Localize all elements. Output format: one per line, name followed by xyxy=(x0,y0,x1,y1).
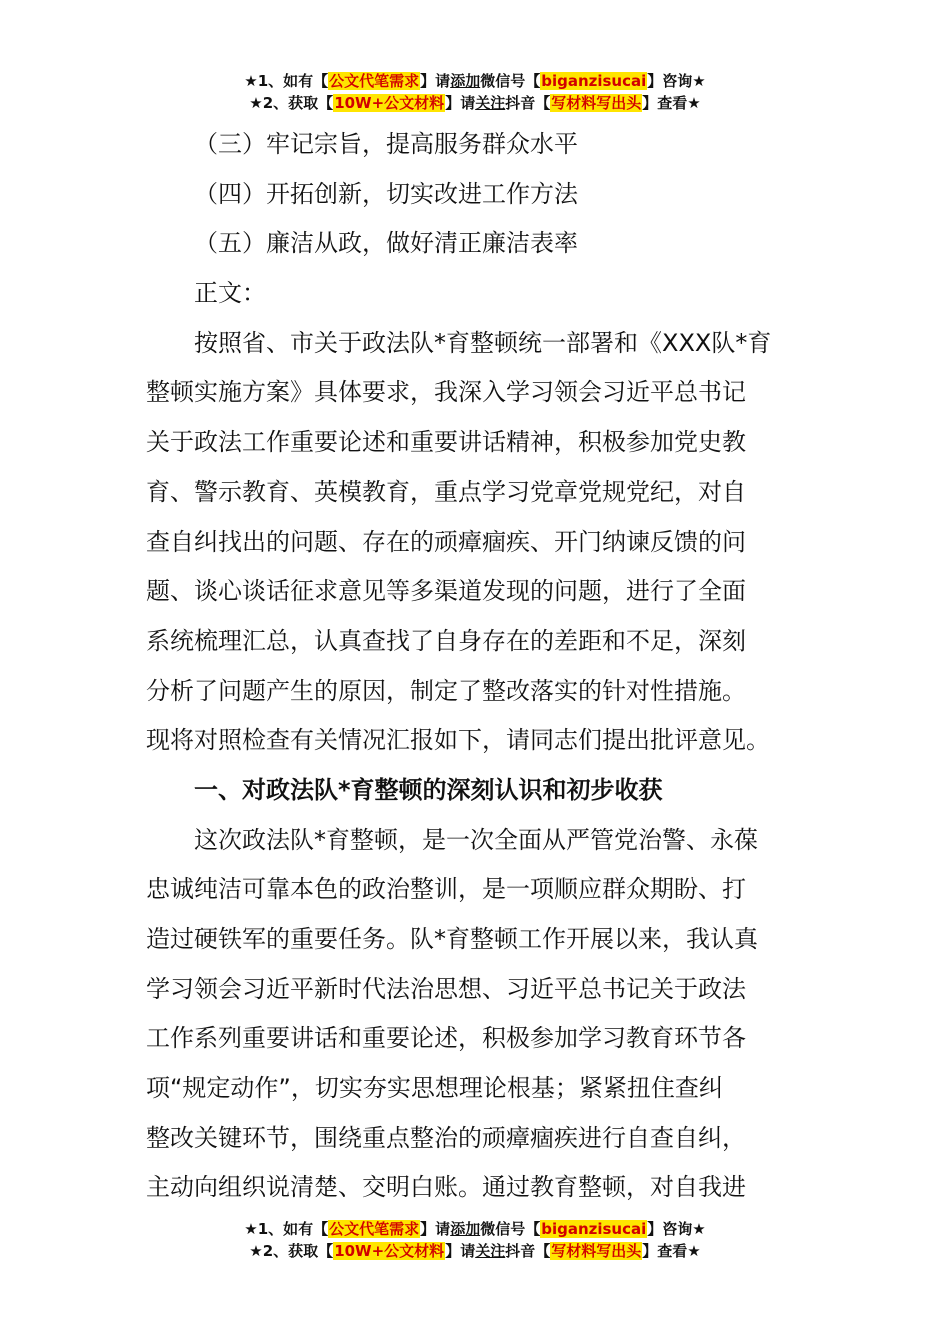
banner-text: 】查看★ xyxy=(642,94,701,112)
banner-text: 】请 xyxy=(445,1242,476,1260)
banner-highlight: 写材料写出头 xyxy=(551,1242,642,1260)
paragraph-line: 系统梳理汇总，认真查找了自身存在的差距和不足，深刻 xyxy=(146,626,746,655)
banner-text: ★2、获取【 xyxy=(249,1242,334,1260)
banner-text: 】请 xyxy=(420,1220,451,1238)
banner-highlight: biganzisucai xyxy=(541,1220,647,1238)
banner-highlight: 10W+公文材料 xyxy=(334,94,445,112)
paragraph-line: 关于政法工作重要论述和重要讲话精神，积极参加党史教 xyxy=(146,428,746,457)
banner-text: 抖音【 xyxy=(505,94,551,112)
paragraph-line: 整顿实施方案》具体要求，我深入学习领会习近平总书记 xyxy=(146,378,746,407)
paragraph-line: 主动向组织说清楚、交明白账。通过教育整顿，对自我进 xyxy=(146,1173,746,1202)
paragraph-line: 这次政法队*育整顿，是一次全面从严管党治警、永葆 xyxy=(194,825,758,854)
bottom-banner xyxy=(0,1218,950,1262)
banner-text: ★1、如有【 xyxy=(244,1220,329,1238)
document-body xyxy=(146,120,814,1213)
outline-item-4: （四）开拓创新，切实改进工作方法 xyxy=(194,179,578,208)
outline-item-3: （三）牢记宗旨，提高服务群众水平 xyxy=(194,130,578,158)
paragraph-line: 学习领会习近平新时代法治思想、习近平总书记关于政法 xyxy=(146,974,746,1003)
banner-text: 】查看★ xyxy=(642,1242,701,1260)
top-banner xyxy=(0,70,950,114)
banner-text: ★1、如有【 xyxy=(244,72,329,90)
paragraph-line: 造过硬铁军的重要任务。队*育整顿工作开展以来，我认真 xyxy=(146,925,758,953)
banner-text: 抖音【 xyxy=(505,1242,551,1260)
banner-line-1 xyxy=(0,70,950,92)
banner-text: 】咨询★ xyxy=(647,72,706,90)
paragraph-line: 整改关键环节，围绕重点整治的顽瘴痼疾进行自查自纠， xyxy=(146,1123,746,1152)
banner-highlight: biganzisucai xyxy=(541,72,647,90)
paragraph-line: 题、谈心谈话征求意见等多渠道发现的问题，进行了全面 xyxy=(146,577,746,606)
banner-line-2 xyxy=(0,1240,950,1262)
banner-line-2 xyxy=(0,92,950,114)
banner-text: 微信号【 xyxy=(480,72,541,90)
paragraph-line: 育、警示教育、英模教育，重点学习党章党规党纪，对自 xyxy=(146,477,746,506)
banner-emphasis: 关注 xyxy=(475,1242,506,1260)
banner-line-1 xyxy=(0,1218,950,1240)
banner-highlight: 10W+公文材料 xyxy=(334,1242,445,1260)
banner-highlight: 公文代笔需求 xyxy=(329,1220,420,1238)
banner-text: 】咨询★ xyxy=(647,1220,706,1238)
body-label: 正文： xyxy=(194,279,266,308)
outline-item-5: （五）廉洁从政，做好清正廉洁表率 xyxy=(194,229,578,258)
banner-emphasis: 关注 xyxy=(475,94,506,112)
paragraph-line: 查自纠找出的问题、存在的顽瘴痼疾、开门纳谏反馈的问 xyxy=(146,527,746,556)
paragraph-line: 现将对照检查有关情况汇报如下，请同志们提出批评意见。 xyxy=(146,726,770,755)
paragraph-line: 忠诚纯洁可靠本色的政治整训，是一项顺应群众期盼、打 xyxy=(146,875,746,904)
banner-text: ★2、获取【 xyxy=(249,94,334,112)
paragraph-line: 工作系列重要讲话和重要论述，积极参加学习教育环节各 xyxy=(146,1024,746,1053)
banner-text: 】请 xyxy=(420,72,451,90)
paragraph-line: 项“规定动作”，切实夯实思想理论根基；紧紧扭住查纠 xyxy=(146,1074,723,1103)
banner-emphasis: 添加 xyxy=(450,1220,481,1238)
banner-text: 】请 xyxy=(445,94,476,112)
banner-highlight: 公文代笔需求 xyxy=(329,72,420,90)
banner-highlight: 写材料写出头 xyxy=(551,94,642,112)
banner-text: 微信号【 xyxy=(480,1220,541,1238)
section-heading: 一、对政法队*育整顿的深刻认识和初步收获 xyxy=(194,775,663,804)
paragraph-line: 按照省、市关于政法队*育整顿统一部署和《XXX队*育 xyxy=(194,328,772,357)
banner-emphasis: 添加 xyxy=(450,72,481,90)
paragraph-line: 分析了问题产生的原因，制定了整改落实的针对性措施。 xyxy=(146,676,746,705)
